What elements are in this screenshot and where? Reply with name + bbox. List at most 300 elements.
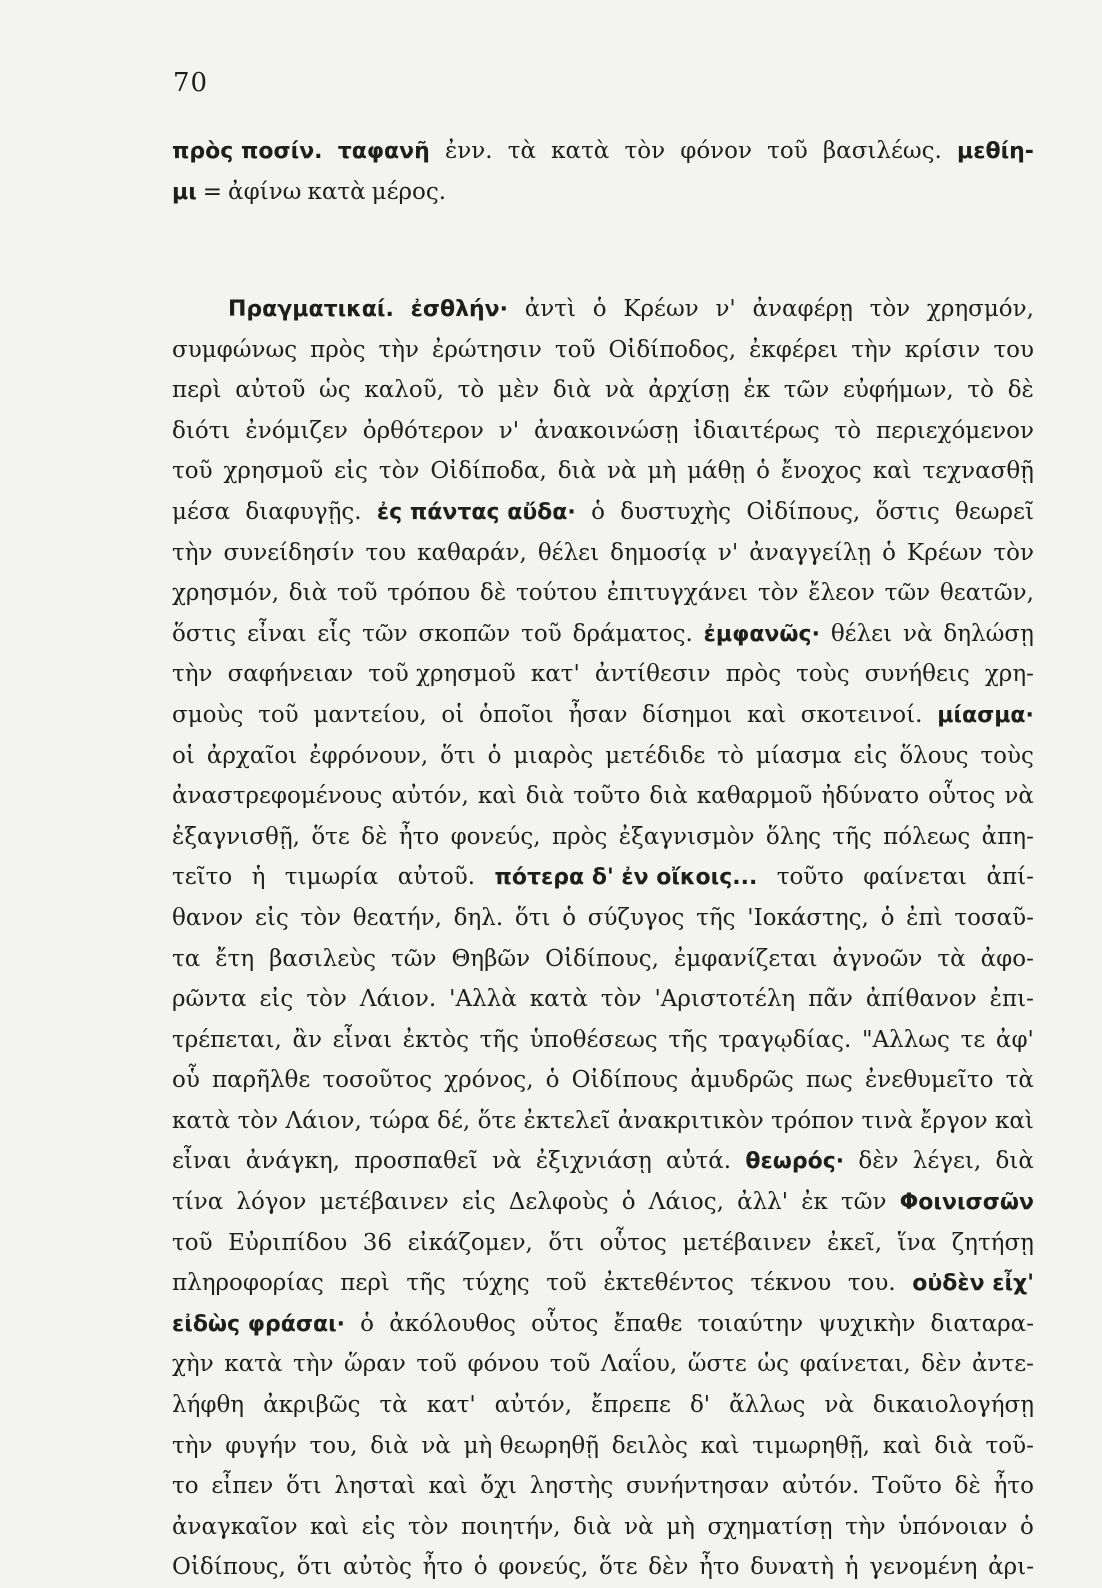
word: οἱ — [172, 742, 195, 769]
word: του — [365, 539, 407, 566]
word: αὐτόν. — [781, 1473, 860, 1500]
word: μέρος. — [371, 178, 447, 205]
word: θεωρεῖ — [955, 498, 1034, 525]
word: τοιαύτην — [697, 1310, 804, 1337]
lemma-term: πρὸς ποσίν. — [172, 139, 323, 164]
word: τὴν — [172, 661, 213, 688]
word: τοῦτο — [776, 864, 844, 891]
word: ἀφίνω — [228, 178, 302, 205]
word: τὰ — [379, 1392, 408, 1419]
word: ἐκτεθέντος — [603, 1270, 734, 1297]
text-line — [172, 614, 1034, 655]
word: Εὐριπίδου — [228, 1229, 348, 1256]
text-line — [172, 1020, 1034, 1061]
word: εἰς — [259, 986, 294, 1013]
word: κατ' — [530, 661, 580, 688]
word: ἐπὶ — [906, 904, 943, 931]
word: φόνου — [467, 1351, 540, 1378]
word: ὅστις — [875, 498, 940, 525]
word: ἡ — [844, 1554, 859, 1581]
word: διὰ — [557, 458, 597, 485]
word: ληστὴς — [529, 1473, 614, 1500]
word: αὐτά. — [666, 1148, 732, 1175]
word: ἐξαγνισμὸν — [618, 823, 755, 850]
word: ὅτι — [286, 1473, 322, 1500]
word: καθαράν, — [417, 539, 527, 566]
word: δὲ — [361, 823, 388, 850]
word: εἶπεν — [211, 1473, 274, 1500]
word: χρη- — [984, 661, 1034, 688]
word: τώρα — [369, 1107, 430, 1134]
word: παρῆλθε — [212, 1067, 311, 1094]
text-line — [172, 695, 1034, 736]
word: ἡ — [251, 864, 266, 891]
word: μέσα — [172, 498, 231, 525]
word: τοῦ — [416, 1351, 457, 1378]
word: κρίσιν — [904, 336, 981, 363]
word: τοῦ — [258, 701, 299, 728]
word: ἀναγκαῖον — [172, 1513, 298, 1540]
text-line — [172, 1182, 1034, 1223]
word: μετέβαινεν — [319, 1189, 449, 1216]
word: φαίνεται — [863, 864, 968, 891]
word: τινὰ — [861, 1107, 913, 1134]
word: σύζυγος — [587, 904, 685, 931]
word: διαφυγῇς. — [245, 498, 362, 525]
word: σκοτεινοί. — [800, 701, 923, 728]
word: ἀντὶ — [524, 296, 577, 322]
word: τὰ — [507, 138, 537, 164]
word: ἀκριβῶς — [263, 1392, 361, 1419]
word: μίασμα — [755, 742, 842, 769]
word: νὰ — [1004, 783, 1034, 810]
word: καὶ — [700, 1432, 740, 1459]
word: διὰ — [573, 1513, 612, 1540]
word: οὗτος — [599, 1229, 667, 1256]
word: ὁ — [621, 1189, 636, 1216]
word: ὥραν — [344, 1351, 406, 1378]
word: περιεχόμενον — [876, 417, 1034, 444]
word: δικαιολογήσῃ — [872, 1392, 1034, 1419]
word: βασιλεὺς — [269, 945, 376, 972]
text-line — [172, 1101, 1034, 1142]
word: χρησμόν, — [926, 296, 1034, 322]
word: αὐτὸς — [342, 1554, 412, 1581]
word: τὸ — [457, 377, 485, 404]
word: δηλ. — [453, 904, 504, 931]
word: νὰ — [421, 1432, 451, 1459]
word: ὁ — [1020, 1513, 1034, 1540]
word: τῶν — [884, 580, 931, 607]
word: κατ' — [426, 1392, 476, 1419]
word: νὰ — [903, 620, 933, 647]
word: τὸν — [306, 986, 347, 1013]
word: εἶναι — [172, 1148, 232, 1175]
word: αὐτοῦ — [235, 377, 306, 404]
word: διὰ — [934, 1432, 973, 1459]
word: τῶν — [390, 945, 437, 972]
word: ὅτε — [599, 1554, 638, 1581]
word: εἰς — [334, 458, 368, 485]
text-line — [172, 411, 1034, 452]
lemma-term: Πραγματικαί. — [228, 297, 394, 322]
word: ν' — [498, 417, 520, 444]
word: πληροφορίας — [172, 1270, 324, 1297]
word: σμοὺς — [172, 701, 244, 728]
word: τὰ — [937, 945, 966, 972]
word: τοῦ — [336, 580, 378, 607]
word: ὅλους — [899, 742, 969, 769]
word: ὁ — [880, 904, 895, 931]
lemma-term: ἐς πάντας αὔδα· — [376, 499, 576, 525]
word: συνήντησαν — [626, 1473, 770, 1500]
word: διὰ — [370, 1432, 409, 1459]
text-line — [172, 172, 1034, 213]
word: ἐνόμιζεν — [245, 417, 348, 444]
word: ἔργον — [920, 1107, 988, 1134]
word: ἂν — [292, 1026, 322, 1053]
word: οἱ — [441, 701, 465, 728]
word: ἀλλ' — [737, 1189, 789, 1216]
word: τὸν — [407, 1513, 449, 1540]
word: ἐνν. — [444, 138, 493, 164]
text-line — [172, 492, 1034, 533]
word: τοῦ — [521, 620, 562, 647]
word: ἀνακριτικὸν — [617, 1107, 764, 1134]
word: τοῦ — [549, 1351, 591, 1378]
word: ἐκφέρει — [749, 336, 839, 363]
word: τῆς — [668, 1026, 708, 1053]
word: 'Αλλὰ — [449, 986, 517, 1013]
commentary-paragraph-1 — [172, 131, 1034, 212]
word: ἀντίθεσιν — [594, 661, 711, 688]
word: τὴν — [292, 1351, 334, 1378]
word: ὁ — [562, 904, 577, 931]
word: δηλώσῃ — [943, 620, 1034, 647]
word: πρὸς — [725, 661, 782, 688]
word: τέκνου — [750, 1270, 832, 1297]
word: οὗ — [172, 1067, 200, 1094]
word: Κρέων — [907, 539, 983, 566]
lemma-term: πότερα δ' ἐν οἴκοις... — [494, 865, 758, 891]
word: κατὰ — [172, 1107, 231, 1134]
word: το — [172, 1473, 199, 1500]
word: ὑποθέσεως — [529, 1026, 658, 1053]
word: τρέπεται, — [172, 1026, 282, 1053]
text-line — [172, 330, 1034, 371]
word: ὡς — [757, 1351, 790, 1378]
word: Τοῦτο — [872, 1473, 942, 1500]
word: τιμωρία — [284, 864, 379, 891]
word: δὲ — [954, 1473, 981, 1500]
word: τρόπον — [771, 1107, 855, 1134]
word: ἀναφέρῃ — [752, 296, 853, 322]
word: ὅτι — [548, 1229, 584, 1256]
text-line — [172, 1060, 1034, 1101]
word: τῶν — [841, 1189, 887, 1216]
word: νὰ — [824, 1392, 854, 1419]
word: ρῶντα — [172, 986, 247, 1013]
word: ὁ — [545, 1067, 560, 1094]
word: τὸ — [717, 742, 744, 769]
word: τρόπου — [387, 580, 471, 607]
word: σκοπῶν — [418, 620, 511, 647]
word: ν' — [717, 539, 739, 566]
word: οὗτος — [928, 783, 996, 810]
word: καὶ — [882, 1432, 922, 1459]
word: Λαΐου, — [600, 1351, 678, 1378]
lemma-term: ἐμφανῶς· — [703, 621, 820, 647]
word: γενομένη — [869, 1554, 978, 1581]
lemma-term: ταφανῆ — [337, 139, 430, 164]
word: ν' — [715, 296, 736, 322]
word: ὀρθότερον — [362, 417, 484, 444]
word: κατὰ — [307, 178, 366, 205]
word: αὐτόν, — [494, 1392, 573, 1419]
word: "Αλλως — [861, 1026, 950, 1053]
word: δ' — [689, 1392, 711, 1419]
word: διὰ — [995, 1148, 1034, 1175]
word: νὰ — [607, 458, 637, 485]
word: χρόνος, — [444, 1067, 534, 1094]
word: τὸν — [300, 904, 342, 931]
word: τὸν — [869, 296, 911, 322]
lemma-term: ἐσθλήν· — [410, 297, 509, 322]
word: Οἰδίπους, — [172, 1554, 286, 1581]
word: Δελφοὺς — [508, 1189, 609, 1216]
word: ἰδιαιτέρως — [693, 417, 820, 444]
word: Λάιον. — [359, 986, 437, 1013]
word: τοῦτο — [573, 783, 641, 810]
word: κατὰ — [529, 986, 588, 1013]
word: τοῦ- — [985, 1432, 1034, 1459]
word: τῶν — [783, 377, 830, 404]
word: δέ, — [437, 1107, 471, 1134]
text-line — [172, 131, 1034, 172]
word: τῆς — [479, 1026, 520, 1053]
word: πως — [806, 1067, 853, 1094]
word: πρὸς — [310, 336, 366, 363]
word: κατὰ — [551, 138, 610, 164]
word: περὶ — [340, 1270, 390, 1297]
word: ἐκτελεῖ — [523, 1107, 611, 1134]
word: ὑπόνοιαν — [898, 1513, 1008, 1540]
word: τὸν — [757, 580, 799, 607]
word: ἀναστρεφομένους — [172, 783, 383, 810]
word: θεατῶν, — [939, 580, 1034, 607]
word: τὸν — [378, 458, 420, 485]
word: τα — [172, 945, 201, 972]
word: χρησμοῦ — [223, 458, 324, 485]
word: ἀφο- — [980, 945, 1034, 972]
word: τοῦ — [767, 138, 808, 164]
word: πρὸς — [551, 823, 608, 850]
word: τὸν — [993, 539, 1034, 566]
word: τὴν — [378, 336, 420, 363]
word: διότι — [172, 417, 231, 444]
text-line — [172, 979, 1034, 1020]
word: διὰ — [552, 377, 592, 404]
word: φαίνεται, — [799, 1351, 911, 1378]
word: 36 — [362, 1229, 393, 1256]
word: μετέδιδε — [605, 742, 706, 769]
word: τῶν — [362, 620, 408, 647]
word: τε — [960, 1026, 986, 1053]
word: λόγον — [236, 1189, 307, 1216]
word: θέλει — [537, 539, 600, 566]
text-line — [172, 1263, 1034, 1304]
word: ἀνακοινώσῃ — [533, 417, 679, 444]
word: ὅτι — [440, 742, 476, 769]
word: ἐμφανίζεται — [673, 945, 818, 972]
word: σαφήνειαν — [227, 661, 354, 688]
word: τοσοῦτος — [322, 1067, 433, 1094]
word: ὁ — [592, 296, 607, 322]
word: εἶναι — [247, 620, 307, 647]
word: λέγει, — [912, 1148, 982, 1175]
word: βασιλέως. — [822, 138, 942, 164]
word: ἐπιτυγχάνει — [606, 580, 749, 607]
word: ἔλεον — [808, 580, 875, 607]
word: τίνα — [172, 1189, 224, 1216]
word: Οἰδίπους — [571, 1067, 679, 1094]
word: ὅτι — [296, 1554, 333, 1581]
word: ἠδύνατο — [821, 783, 920, 810]
word: τύχης — [462, 1270, 530, 1297]
word: μὴ θεωρηθῇ — [463, 1432, 600, 1459]
word: ἵνα — [897, 1229, 937, 1256]
word: ἀρι- — [988, 1554, 1034, 1581]
word: δυστυχὴς — [620, 498, 732, 525]
word: εἷς — [317, 620, 352, 647]
word: ἦτο — [398, 823, 440, 850]
word: τῆς — [406, 1270, 446, 1297]
word: καὶ — [477, 783, 517, 810]
word: ἀπίθανον — [865, 986, 977, 1013]
page-number: 70 — [173, 68, 209, 98]
word: καὶ — [428, 1473, 468, 1500]
word: σχηματίσῃ — [707, 1513, 833, 1540]
word: τῆς — [696, 904, 736, 931]
text-line — [172, 289, 1034, 330]
word: φονεύς, — [450, 823, 541, 850]
word: δὲ — [1007, 377, 1034, 404]
word: καὶ — [310, 1513, 350, 1540]
text-line — [172, 857, 1034, 898]
word: τεῖτο — [172, 864, 233, 891]
word: ὅτε — [477, 1107, 517, 1134]
word: διὰ — [288, 580, 328, 607]
word: εἶναι — [332, 1026, 393, 1053]
text-line — [172, 1385, 1034, 1426]
word: ζητήσῃ — [951, 1229, 1034, 1256]
text-line — [172, 1141, 1034, 1182]
text-line — [172, 776, 1034, 817]
word: τὴν — [172, 539, 213, 566]
word: συμφώνως — [172, 336, 298, 363]
text-line — [172, 1304, 1034, 1345]
word: Θηβῶν — [451, 945, 531, 972]
word: του. — [847, 1270, 896, 1297]
lemma-term: Φοινισσῶν — [899, 1190, 1034, 1216]
word: καθαρμοῦ — [696, 783, 813, 810]
word: του — [993, 336, 1034, 363]
word: χρησμόν, — [172, 580, 280, 607]
text-line — [172, 1223, 1034, 1264]
lemma-term: θεωρός· — [745, 1149, 845, 1175]
text-line — [172, 1466, 1034, 1507]
word: ὅτε — [311, 823, 350, 850]
word: λήφθη — [172, 1392, 245, 1419]
word: μὴ — [647, 458, 677, 485]
word: ὁ — [473, 1554, 488, 1581]
word: Κρέων — [623, 296, 699, 322]
word: θανον — [172, 904, 244, 931]
word: εἰς — [361, 1513, 396, 1540]
word: Λάιον, — [285, 1107, 362, 1134]
word: μιαρὸς — [513, 742, 594, 769]
word: τῆς — [832, 823, 872, 850]
word: τραγῳδίας. — [718, 1026, 852, 1053]
word: δυνατὴ — [750, 1554, 835, 1581]
word: ὅλης — [765, 823, 821, 850]
word: ὅστις — [172, 620, 237, 647]
word: τὰ — [1005, 1067, 1034, 1094]
word: ἐφρόνουν, — [309, 742, 429, 769]
text-line — [172, 817, 1034, 858]
word: του, — [309, 1432, 358, 1459]
word: αὐτόν, — [391, 783, 469, 810]
word: ψυχικὴν — [818, 1310, 916, 1337]
word: νὰ — [624, 1513, 654, 1540]
word: ὡς — [319, 377, 351, 404]
word: ἐκ — [743, 377, 771, 404]
word: τούτου — [516, 580, 598, 607]
text-line — [172, 1426, 1034, 1467]
word: ἀπη- — [981, 823, 1034, 850]
word: ἐπι- — [989, 986, 1034, 1013]
text-line — [172, 939, 1034, 980]
word: Οἰδίποδος, — [608, 336, 737, 363]
word: τιμωρηθῇ, — [752, 1432, 870, 1459]
word: μὴ — [666, 1513, 695, 1540]
word: ἀφ' — [995, 1026, 1034, 1053]
lemma-term: εἰδὼς φράσαι· — [172, 1311, 346, 1337]
word: ἀγνοῶν — [832, 945, 923, 972]
word: ἐκ — [801, 1189, 828, 1216]
word: αὐτοῦ. — [397, 864, 476, 891]
word: φυγήν — [225, 1432, 297, 1459]
word: τὴν — [851, 336, 892, 363]
word: τὸν — [600, 986, 642, 1013]
word: ἐρώτησιν — [432, 336, 542, 363]
word: τὸ — [967, 377, 994, 404]
word: χὴν — [172, 1351, 214, 1378]
word: εὐφήμων, — [842, 377, 954, 404]
word: ἀνάγκη, — [245, 1148, 340, 1175]
word: ἦτο — [422, 1554, 463, 1581]
word: νὰ — [605, 377, 635, 404]
word: = — [202, 178, 223, 205]
word: ἐκτὸς — [402, 1026, 469, 1053]
lemma-term: μι — [172, 179, 197, 205]
word: τοσαῦ- — [954, 904, 1034, 931]
text-line — [172, 533, 1034, 574]
word: 'Ιοκάστης, — [747, 904, 869, 931]
text-line — [172, 1547, 1034, 1588]
word: ἦτο — [993, 1473, 1034, 1500]
word: συνήθεις — [864, 661, 970, 688]
